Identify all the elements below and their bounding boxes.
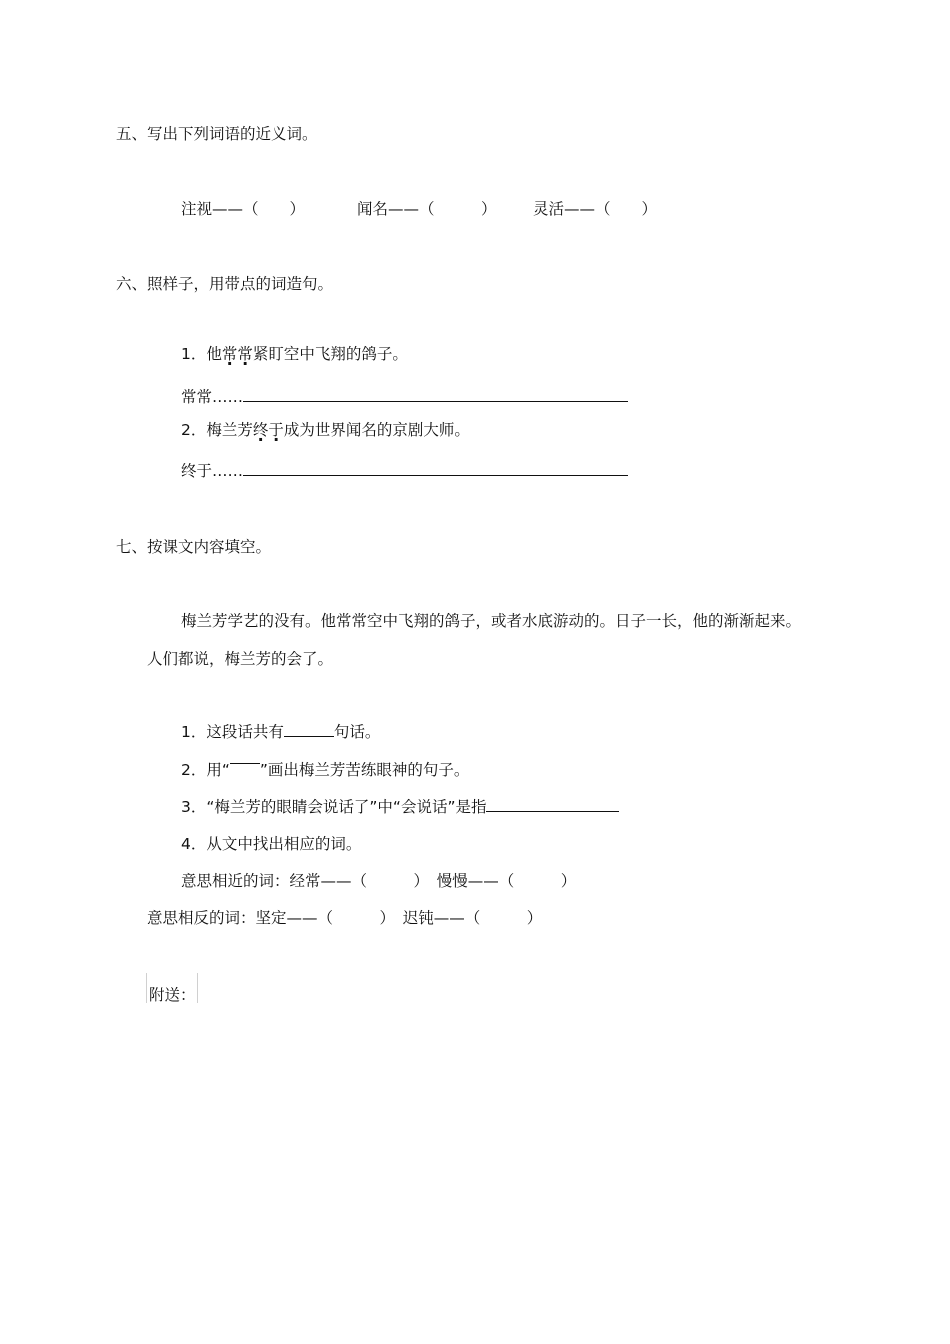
synonym-item-2: 闻名——（ ）	[357, 200, 497, 218]
passage-line-1: 梅兰芳学艺的没有。他常常空中飞翔的鸽子，或者水底游动的。日子一长，他的渐渐起来。	[181, 612, 802, 630]
section-6-question-2	[181, 420, 470, 440]
answer-line[interactable]	[243, 387, 628, 402]
q2-suffix: ”画出梅兰芳苦练眼神的句子。	[259, 761, 470, 779]
answer-line[interactable]	[243, 461, 628, 476]
similar-words-row: 意思相近的词：经常——（ ） 慢慢——（ ）	[181, 872, 577, 890]
section-6-title: 六、照样子，用带点的词造句。	[116, 275, 334, 293]
dotted-char: 常	[237, 345, 253, 363]
section-6-answer-2	[181, 461, 628, 481]
section-6-question-1	[181, 344, 408, 364]
answer-blank[interactable]	[486, 797, 619, 812]
answer-label: 终于……	[181, 462, 244, 480]
dotted-char: 于	[268, 421, 284, 439]
q2-prefix: 2．用“	[181, 761, 230, 779]
opposite-words-row: 意思相反的词：坚定——（ ） 迟钝——（ ）	[147, 909, 543, 927]
answer-blank[interactable]	[284, 722, 334, 737]
section-7-question-3	[181, 797, 619, 817]
q2-suffix: 成为世界闻名的京剧大师。	[283, 421, 470, 439]
q2-prefix: 2．梅兰芳	[181, 421, 253, 439]
passage-line-2: 人们都说，梅兰芳的会了。	[147, 650, 334, 668]
wavy-line-mark	[230, 763, 260, 776]
q3-text: 3．“梅兰芳的眼睛会说话了”中“会说话”是指	[181, 798, 487, 816]
q1-prefix: 1．他	[181, 345, 222, 363]
section-7-question-4: 4．从文中找出相应的词。	[181, 835, 362, 853]
synonym-item-3: 灵活——（ ）	[533, 200, 658, 218]
section-7-title: 七、按课文内容填空。	[116, 538, 272, 556]
section-5-title: 五、写出下列词语的近义词。	[116, 125, 318, 143]
appendix-label: 附送：	[149, 986, 196, 1004]
answer-label: 常常……	[181, 388, 244, 406]
q1-prefix: 1．这段话共有	[181, 723, 284, 741]
q1-suffix: 句话。	[333, 723, 381, 741]
q1-suffix: 紧盯空中飞翔的鸽子。	[252, 345, 408, 363]
dotted-char: 常	[221, 345, 238, 363]
synonym-item-1: 注视——（ ）	[181, 200, 306, 218]
section-6-answer-1	[181, 387, 628, 407]
section-7-question-1	[181, 722, 380, 742]
section-7-question-2	[181, 760, 469, 780]
dotted-char: 终	[252, 421, 269, 439]
